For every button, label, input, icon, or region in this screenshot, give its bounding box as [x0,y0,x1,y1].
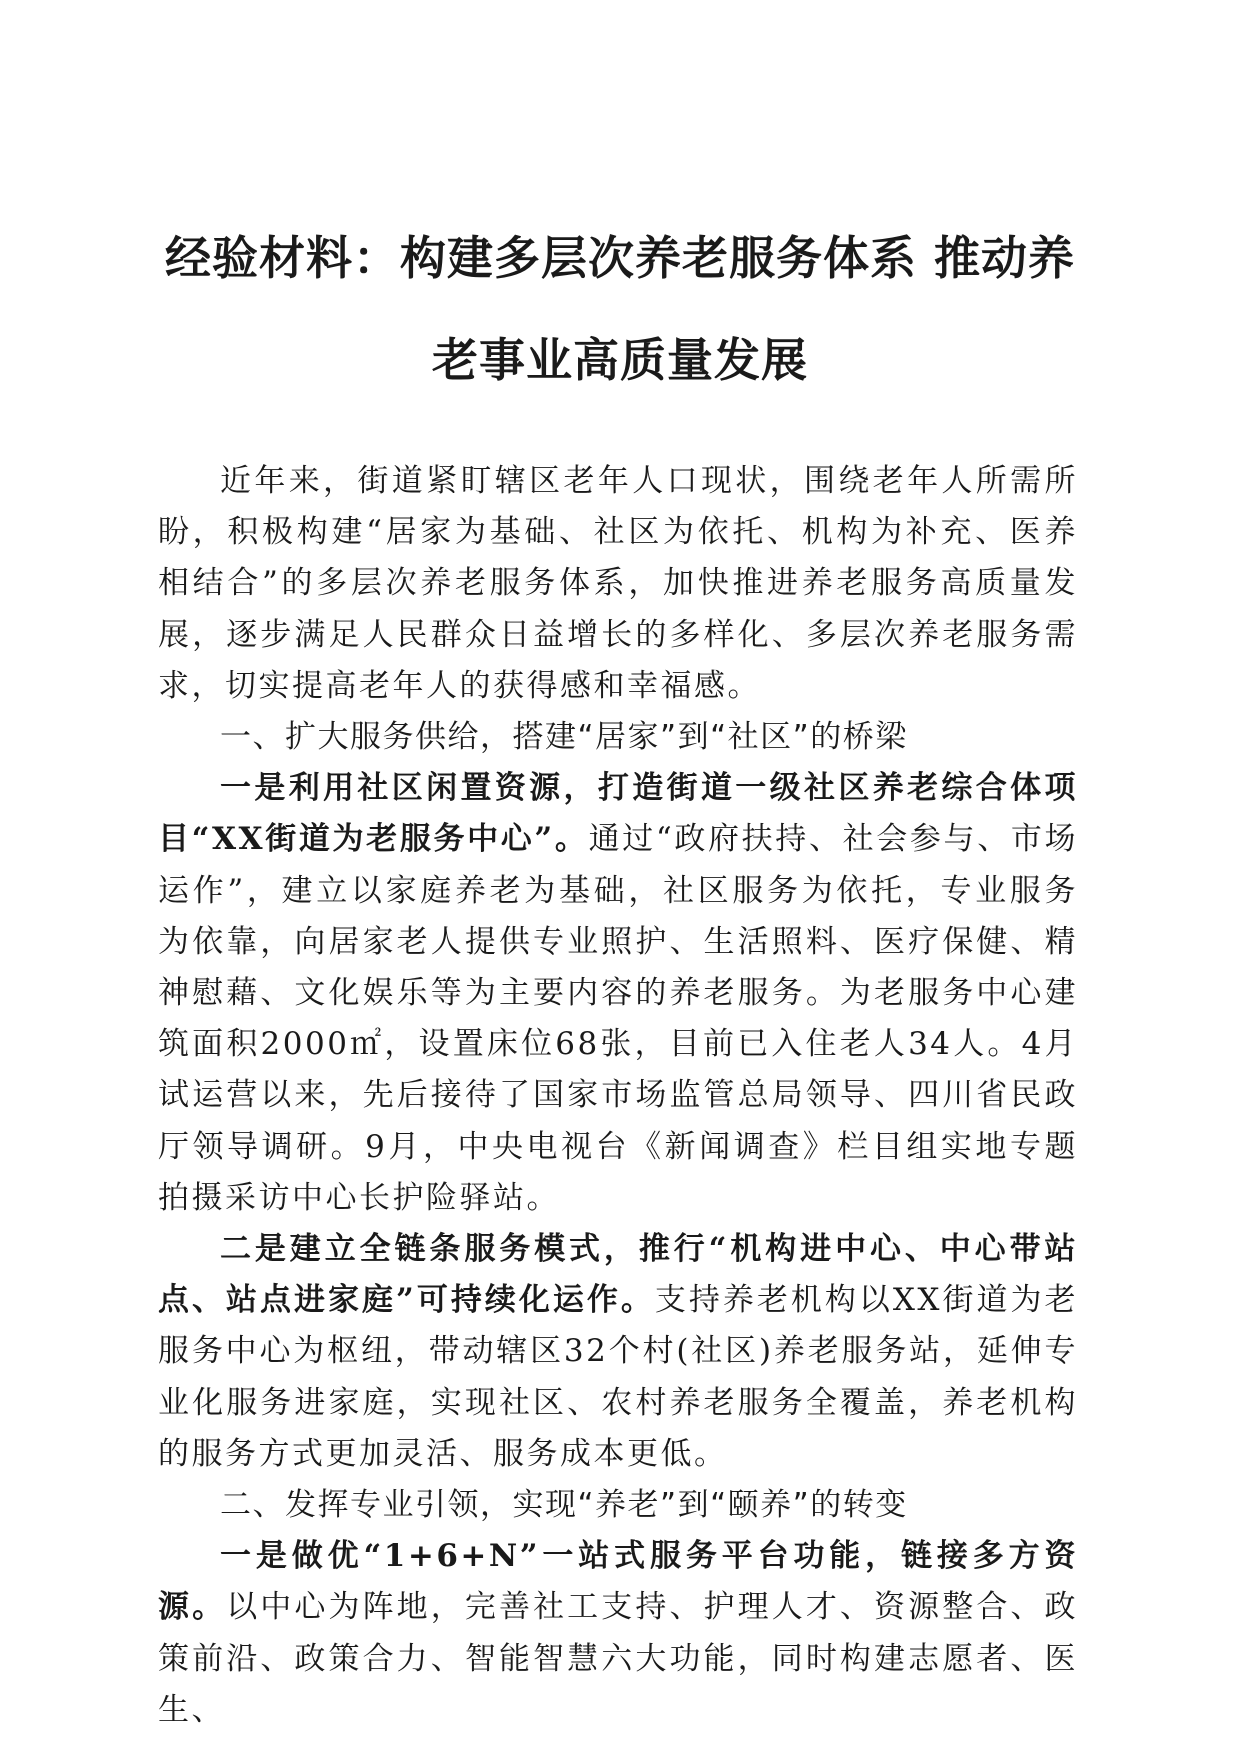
section-2-heading: 二、发挥专业引领，实现“养老”到“颐养”的转变 [220,1487,908,1524]
section-1-item-1-text: 通过“政府扶持、社会参与、市场运作”，建立以家庭养老为基础，社区服务为依托，专业服务为依靠，向居家老人提供专业照护、生活照料、医疗保健、精神慰藉、文化娱乐等为主要内容的养老服务。为老服务中心建筑面积2000㎡，设置床位68张，目前已入住老人34人。4月试运营以来，先后接待了国家市场监管总局领导、四川省民政厅领导调研。9月，中央电视台《新闻调查》栏目组实地专题拍摄采访中心长护险驿站。 [158,821,1078,1216]
document-title-line-1: 经验材料：构建多层次养老服务体系 推动养 [164,231,1075,285]
section-2-item-1-lead: 一是做优“1+6+N”一站式服务平台功能，链接多方资源。 [158,1538,1078,1626]
section-2-item-1-text: 以中心为阵地，完善社工支持、护理人才、资源整合、政策前沿、政策合力、智能智慧六大功能，同时构建志愿者、医生、 [158,1589,1079,1728]
document-body [158,456,1079,1728]
section-1-item-2 [158,1224,1078,1480]
section-1-item-2-lead: 二是建立全链条服务模式，推行“机构进中心、中心带站点、站点进家庭”可持续化运作。 [158,1231,1078,1319]
document-title-line-2: 老事业高质量发展 [432,333,808,387]
section-1-item-1 [158,763,1078,1224]
section-1-item-1-lead: 一是利用社区闲置资源，打造街道一级社区养老综合体项目“XX街道为老服务中心”。 [158,770,1078,858]
intro-paragraph: 近年来，街道紧盯辖区老年人口现状，围绕老年人所需所盼，积极构建“居家为基础、社区为依托、机构为补充、医养相结合”的多层次养老服务体系，加快推进养老服务高质量发展，逐步满足人民群众日益增长的多样化、多层次养老服务需求，切实提高老年人的获得感和幸福感。 [158,463,1078,704]
section-2-item-1 [158,1531,1079,1728]
section-1-item-2-text: 支持养老机构以XX街道为老服务中心为枢纽，带动辖区32个村(社区)养老服务站，延伸专业化服务进家庭，实现社区、农村养老服务全覆盖，养老机构的服务方式更加灵活、服务成本更低。 [158,1282,1078,1472]
section-1-heading: 一、扩大服务供给，搭建“居家”到“社区”的桥梁 [220,719,908,756]
